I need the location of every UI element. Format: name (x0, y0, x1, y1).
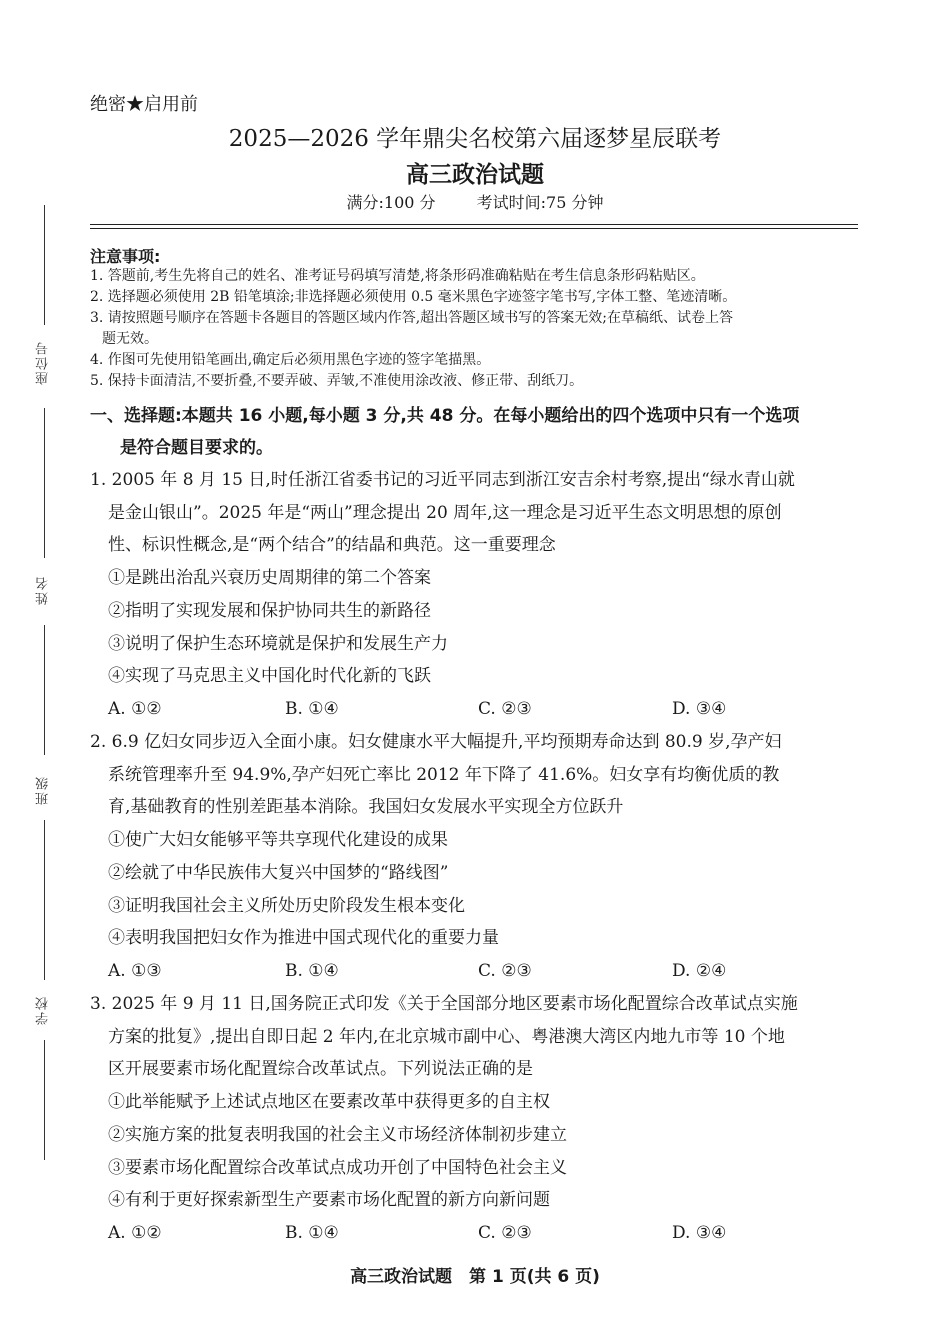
question-option: ③要素市场化配置综合改革试点成功开创了中国特色社会主义 (108, 1157, 567, 1178)
question-option: ④表明我国把妇女作为推进中国式现代化的重要力量 (108, 928, 499, 949)
question-stem-line: 育,基础教育的性别差距基本消除。我国妇女发展水平实现全方位跃升 (108, 797, 624, 818)
question-option: ②绘就了中华民族伟大复兴中国梦的“路线图” (108, 862, 449, 883)
choice-a: A. ①② (108, 1222, 162, 1243)
question-stem-line: 系统管理率升至 94.9%,孕产妇死亡率比 2012 年下降了 41.6%。妇女享有均衡优质的教 (108, 764, 780, 785)
choice-c: C. ②③ (478, 698, 532, 719)
binding-line (44, 205, 45, 325)
header-rule-bottom (90, 228, 858, 229)
choice-b: B. ①④ (285, 1222, 339, 1243)
question-option: ①是跳出治乱兴衰历史周期律的第二个答案 (108, 568, 431, 589)
choice-d: D. ③④ (672, 698, 727, 719)
side-label-class: 班级 (36, 775, 51, 805)
section-heading-line: 一、选择题:本题共 16 小题,每小题 3 分,共 48 分。在每小题给出的四个选项中只有一个选项 (90, 406, 800, 426)
notice-item: 1. 答题前,考生先将自己的姓名、准考证号码填写清楚,将条形码准确粘贴在考生信息条形码粘贴区。 (90, 268, 705, 284)
choice-b: B. ①④ (285, 960, 339, 981)
notice-item: 2. 选择题必须使用 2B 铅笔填涂;非选择题必须使用 0.5 毫米黑色字迹签字笔书写,字体工整、笔迹清晰。 (90, 289, 737, 305)
notice-item: 3. 请按照题号顺序在答题卡各题目的答题区域内作答,超出答题区域书写的答案无效;在草稿纸、试卷上答 (90, 310, 733, 326)
question-stem-line: 1. 2005 年 8 月 15 日,时任浙江省委书记的习近平同志到浙江安吉余村考察,提出“绿水青山就 (90, 470, 795, 490)
choice-c: C. ②③ (478, 1222, 532, 1243)
question-option: ①使广大妇女能够平等共享现代化建设的成果 (108, 830, 448, 851)
notice-list (90, 266, 860, 392)
notice-item: 4. 作图可先使用铅笔画出,确定后必须用黑色字迹的签字笔描黑。 (90, 352, 491, 368)
exam-meta (0, 190, 950, 213)
question-option: ③证明我国社会主义所处历史阶段发生根本变化 (108, 895, 465, 916)
choice-d: D. ③④ (672, 1222, 727, 1243)
question-stem-line: 区开展要素市场化配置综合改革试点。下列说法正确的是 (108, 1059, 533, 1080)
binding-line (44, 625, 45, 755)
question-option: ④实现了马克思主义中国化时代化新的飞跃 (108, 666, 431, 687)
choice-c: C. ②③ (478, 960, 532, 981)
question-1 (90, 464, 865, 726)
answer-choices (90, 955, 865, 988)
answer-choices (90, 1217, 865, 1250)
answer-choices (90, 693, 865, 726)
side-label-seat: 座位号 (36, 340, 51, 385)
exam-subject-title: 高三政治试题 (406, 161, 544, 188)
question-option: ④有利于更好探索新型生产要素市场化配置的新方向新问题 (108, 1190, 550, 1211)
exam-time: 考试时间:75 分钟 (476, 193, 604, 212)
notice-item: 题无效。 (102, 331, 158, 347)
binding-line (44, 820, 45, 980)
full-score: 满分:100 分 (346, 193, 436, 212)
exam-title: 2025—2026 学年鼎尖名校第六届逐梦星辰联考 (228, 126, 722, 152)
question-stem-line: 是金山银山”。2025 年是“两山”理念提出 20 周年,这一理念是习近平生态文明思想的原创 (108, 502, 782, 523)
question-option: ②实施方案的批复表明我国的社会主义市场经济体制初步建立 (108, 1124, 567, 1145)
question-3 (90, 988, 865, 1250)
confidential-label: 绝密★启用前 (90, 94, 198, 115)
choice-a: A. ①② (108, 698, 162, 719)
binding-line (44, 1040, 45, 1160)
choice-b: B. ①④ (285, 698, 339, 719)
question-option: ②指明了实现发展和保护协同共生的新路径 (108, 600, 431, 621)
side-label-school: 学校 (36, 995, 51, 1025)
question-stem-line: 2. 6.9 亿妇女同步迈入全面小康。妇女健康水平大幅提升,平均预期寿命达到 80.9 岁,孕产妇 (90, 732, 782, 752)
choice-a: A. ①③ (108, 960, 162, 981)
side-label-name: 姓名 (36, 575, 51, 605)
choice-d: D. ②④ (672, 960, 727, 981)
question-stem-line: 方案的批复》,提出自即日起 2 年内,在北京城市副中心、粤港澳大湾区内地九市等 10 个地 (108, 1026, 785, 1047)
question-stem-line: 3. 2025 年 9 月 11 日,国务院正式印发《关于全国部分地区要素市场化配置综合改革试点实施 (90, 994, 798, 1014)
question-2 (90, 726, 865, 988)
question-option: ①此举能赋予上述试点地区在要素改革中获得更多的自主权 (108, 1092, 550, 1113)
page-footer: 高三政治试题 第 1 页(共 6 页) (350, 1267, 600, 1287)
header-rule-top (90, 224, 858, 225)
section-heading-line: 是符合题目要求的。 (120, 438, 273, 458)
question-stem-line: 性、标识性概念,是“两个结合”的结晶和典范。这一重要理念 (108, 535, 556, 556)
section-heading (90, 400, 865, 464)
notice-item: 5. 保持卡面清洁,不要折叠,不要弄破、弄皱,不准使用涂改液、修正带、刮纸刀。 (90, 373, 584, 389)
question-option: ③说明了保护生态环境就是保护和发展生产力 (108, 633, 448, 654)
binding-line (44, 408, 45, 558)
notice-title: 注意事项: (90, 247, 161, 266)
